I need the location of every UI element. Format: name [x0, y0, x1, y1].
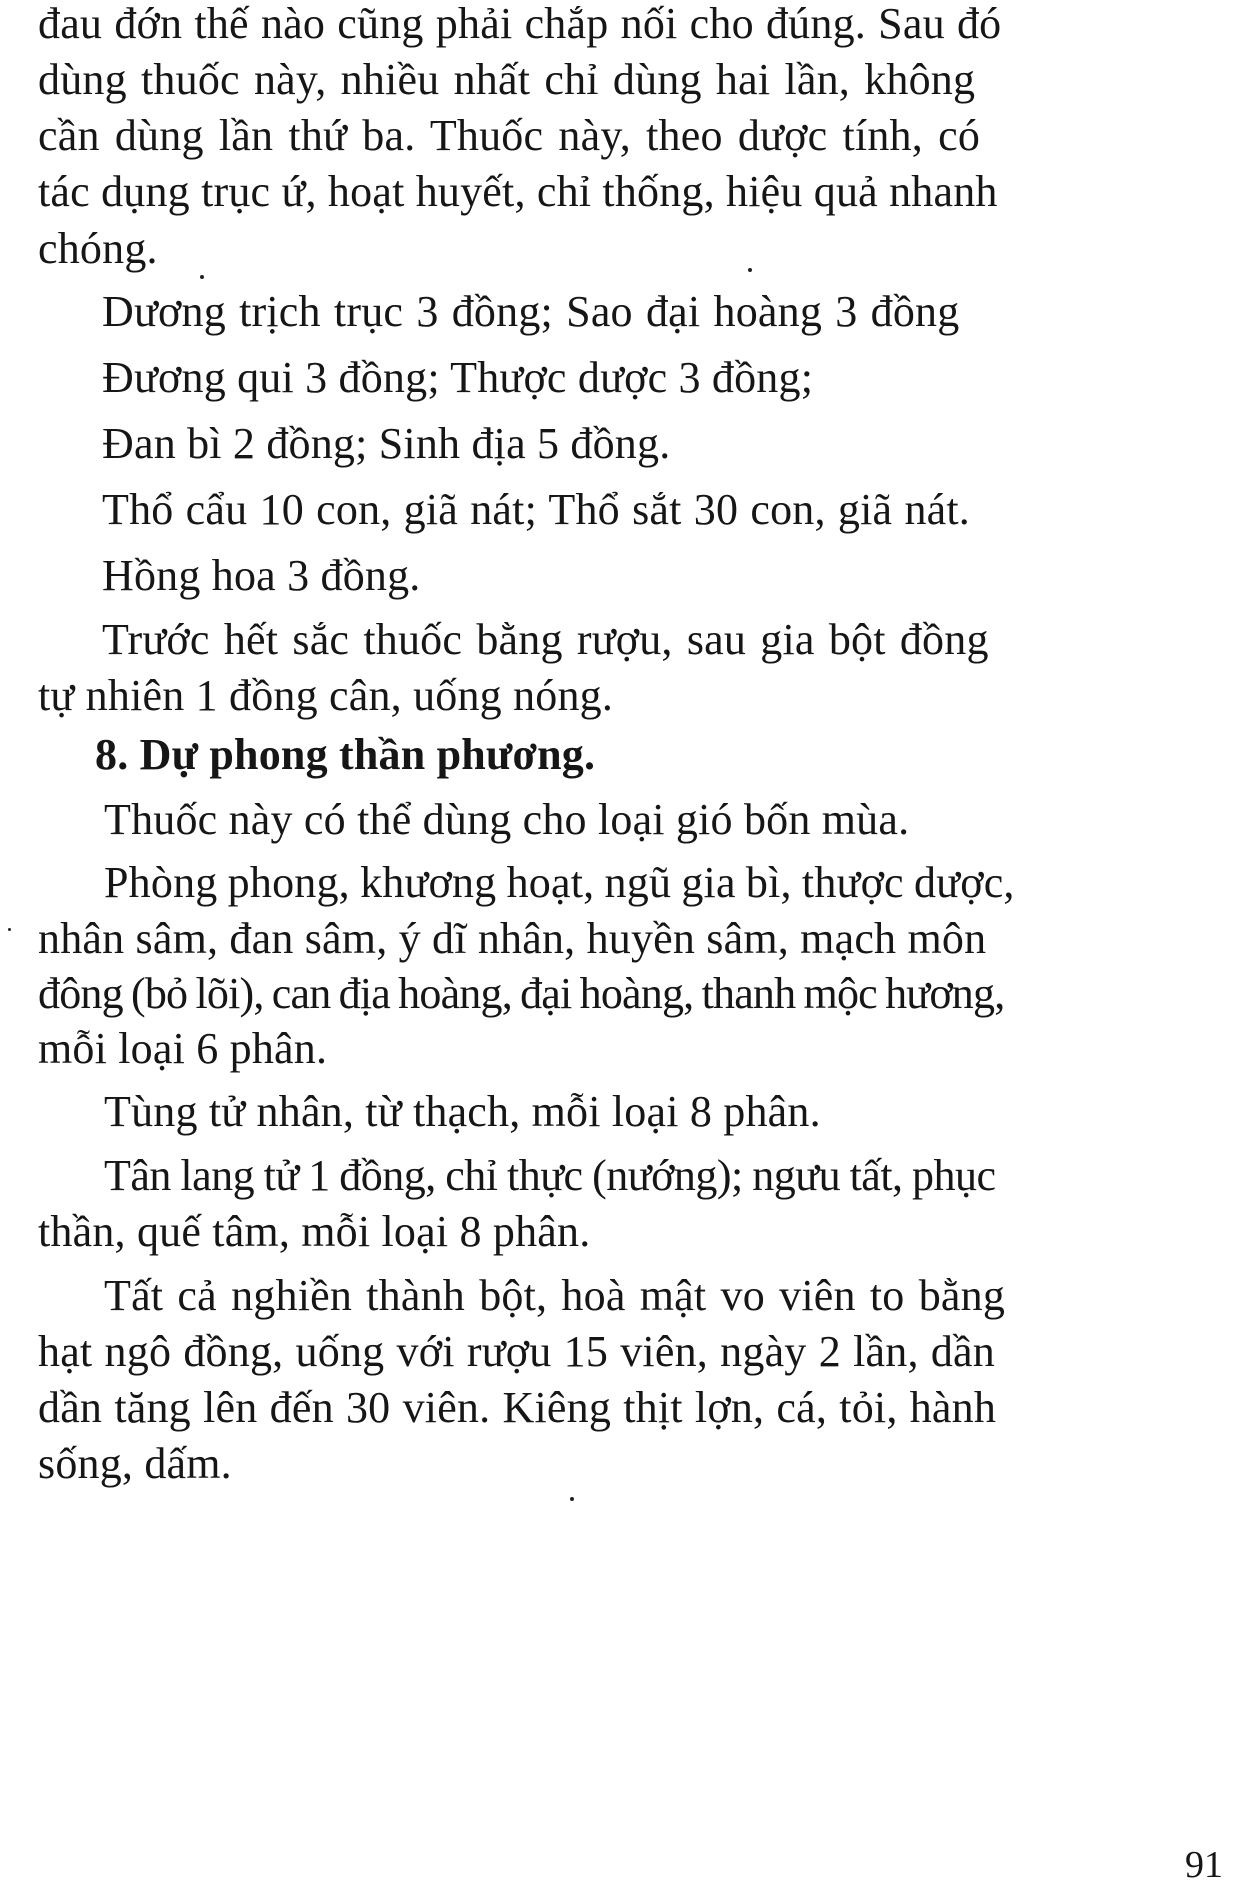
text-line: mỗi loại 6 phân. — [38, 1024, 328, 1073]
text-line: Thổ cẩu 10 con, giã nát; Thổ sắt 30 con, giã nát. — [102, 485, 970, 534]
text-line: Thuốc này có thể dùng cho loại gió bốn mùa. — [104, 795, 910, 844]
text-line: sống, dấm. — [38, 1439, 232, 1488]
text-line: Dương trịch trục 3 đồng; Sao đại hoàng 3 đồng — [102, 287, 960, 336]
text-line: Tân lang tử 1 đồng, chỉ thực (nướng); ngưu tất, phục — [104, 1151, 996, 1200]
text-line: đông (bỏ lõi), can địa hoàng, đại hoàng, thanh mộc hương, — [38, 969, 1005, 1018]
section-heading: 8. Dự phong thần phương. — [95, 730, 596, 779]
text-line: Phòng phong, khương hoạt, ngũ gia bì, thược dược, — [104, 858, 1015, 907]
text-line: cần dùng lần thứ ba. Thuốc này, theo dược tính, có — [38, 111, 981, 160]
scan-speck — [570, 1497, 574, 1501]
text-line: tác dụng trục ứ, hoạt huyết, chỉ thống, hiệu quả nhanh — [38, 167, 998, 216]
text-line: nhân sâm, đan sâm, ý dĩ nhân, huyền sâm, mạch môn — [38, 914, 987, 963]
text-line: dần tăng lên đến 30 viên. Kiêng thịt lợn, cá, tỏi, hành — [38, 1383, 997, 1432]
text-line: hạt ngô đồng, uống với rượu 15 viên, ngày 2 lần, dần — [38, 1327, 995, 1376]
scan-speck — [748, 268, 752, 272]
text-line: thần, quế tâm, mỗi loại 8 phân. — [38, 1207, 591, 1256]
text-line: Đương qui 3 đồng; Thược dược 3 đồng; — [102, 353, 814, 402]
scan-speck — [8, 928, 11, 931]
text-line: đau đớn thế nào cũng phải chắp nối cho đúng. Sau đó — [38, 0, 1002, 48]
text-line: Tùng tử nhân, từ thạch, mỗi loại 8 phân. — [104, 1087, 821, 1136]
scan-speck — [200, 275, 204, 279]
page-number: 91 — [1185, 1844, 1223, 1886]
text-line: Trước hết sắc thuốc bằng rượu, sau gia bột đồng — [102, 615, 989, 664]
text-line: Đan bì 2 đồng; Sinh địa 5 đồng. — [102, 419, 671, 468]
text-line: chóng. — [38, 224, 158, 273]
text-line: Tất cả nghiền thành bột, hoà mật vo viên to bằng — [104, 1271, 1006, 1320]
text-line: Hồng hoa 3 đồng. — [102, 551, 421, 600]
text-line: dùng thuốc này, nhiều nhất chỉ dùng hai lần, không — [38, 55, 976, 104]
text-line: tự nhiên 1 đồng cân, uống nóng. — [38, 671, 614, 720]
